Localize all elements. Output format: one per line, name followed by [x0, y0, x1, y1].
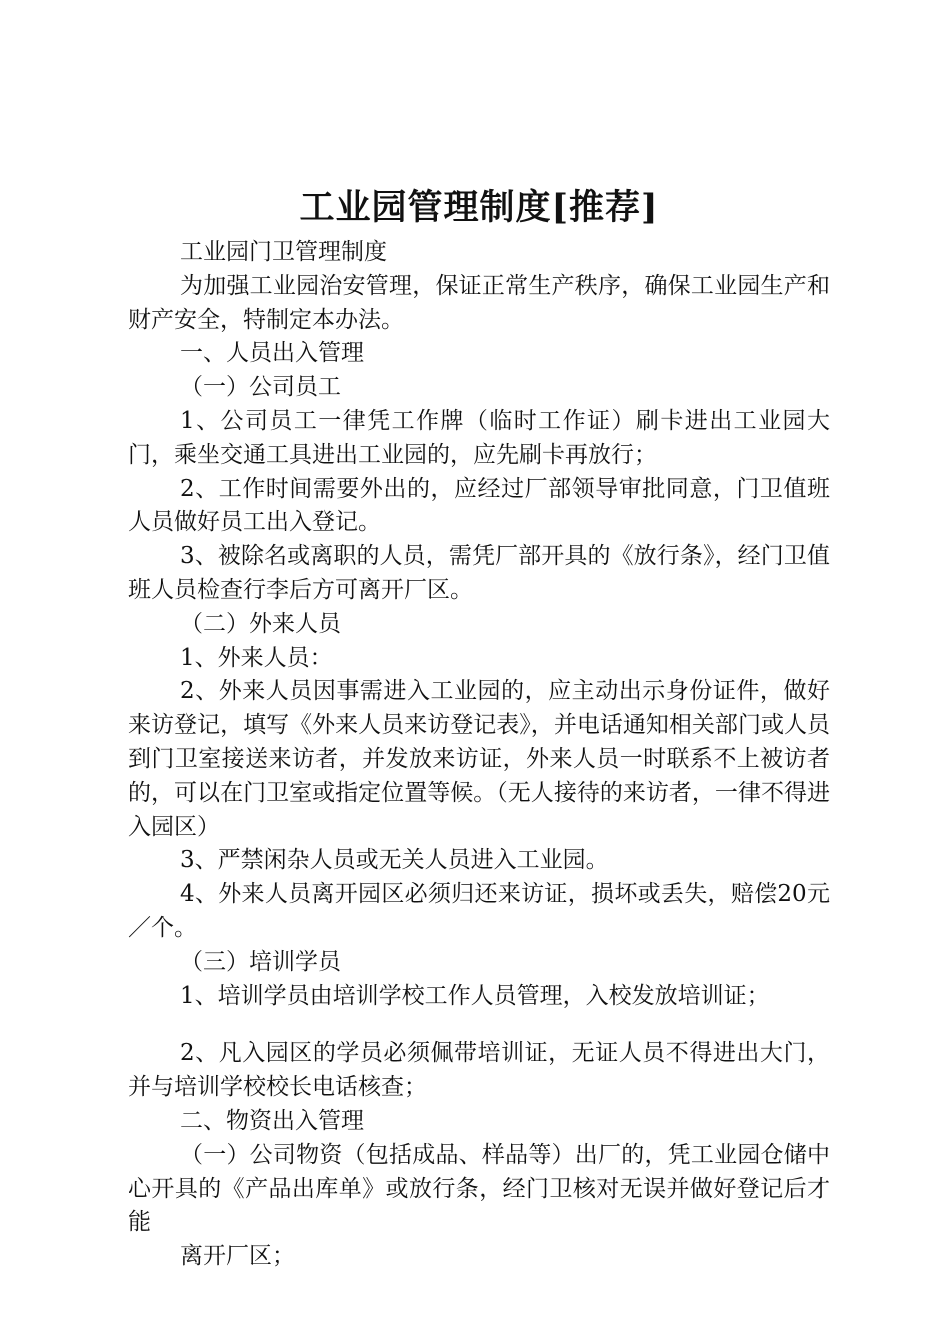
- paragraph: 1、外来人员：: [180, 644, 333, 671]
- section-heading-personnel: 一、人员出入管理: [180, 340, 364, 367]
- document-page: [128, 182, 830, 1274]
- subsection-heading-trainees: （三）培训学员: [180, 948, 341, 975]
- paragraph-heading: 工业园门卫管理制度: [180, 239, 387, 265]
- paragraph: 2、外来人员因事需进入工业园的，应主动出示身份证件，做好来访登记，填写《外来人员来访登记表》，并电话通知相关部门或人员到门卫室接送来访者，并发放来访证，外来人员一时联系不上被访者的，可以在门卫室或指定位置等候。（无人接待的来访者，一律不得进入园区）: [128, 678, 830, 840]
- document-title: 工业园管理制度[推荐]: [299, 187, 659, 228]
- subsection-heading-visitors: （二）外来人员: [180, 610, 341, 637]
- subsection-heading-employees: （一）公司员工: [180, 374, 341, 401]
- paragraph-intro: 为加强工业园治安管理，保证正常生产秩序，确保工业园生产和财产安全，特制定本办法。: [128, 272, 830, 333]
- paragraph: 2、工作时间需要外出的，应经过厂部领导审批同意，门卫值班人员做好员工出入登记。: [128, 475, 830, 536]
- paragraph: 3、严禁闲杂人员或无关人员进入工业园。: [180, 847, 609, 874]
- section-heading-materials: 二、物资出入管理: [180, 1107, 364, 1134]
- paragraph: 4、外来人员离开园区必须归还来访证，损坏或丢失，赔偿20元／个。: [128, 881, 830, 941]
- paragraph: 1、公司员工一律凭工作牌（临时工作证）刷卡进出工业园大门，乘坐交通工具进出工业园的，应先刷卡再放行；: [128, 407, 830, 468]
- paragraph: 1、培训学员由培训学校工作人员管理，入校发放培训证；: [180, 982, 770, 1009]
- paragraph: 离开厂区；: [180, 1243, 295, 1270]
- paragraph: 3、被除名或离职的人员，需凭厂部开具的《放行条》，经门卫值班人员检查行李后方可离开厂区。: [128, 543, 830, 603]
- paragraph: （一）公司物资（包括成品、样品等）出厂的，凭工业园仓储中心开具的《产品出库单》或放行条，经门卫核对无误并做好登记后才能: [128, 1141, 830, 1236]
- paragraph: 2、凡入园区的学员必须佩带培训证，无证人员不得进出大门，并与培训学校校长电话核查；: [128, 1040, 830, 1101]
